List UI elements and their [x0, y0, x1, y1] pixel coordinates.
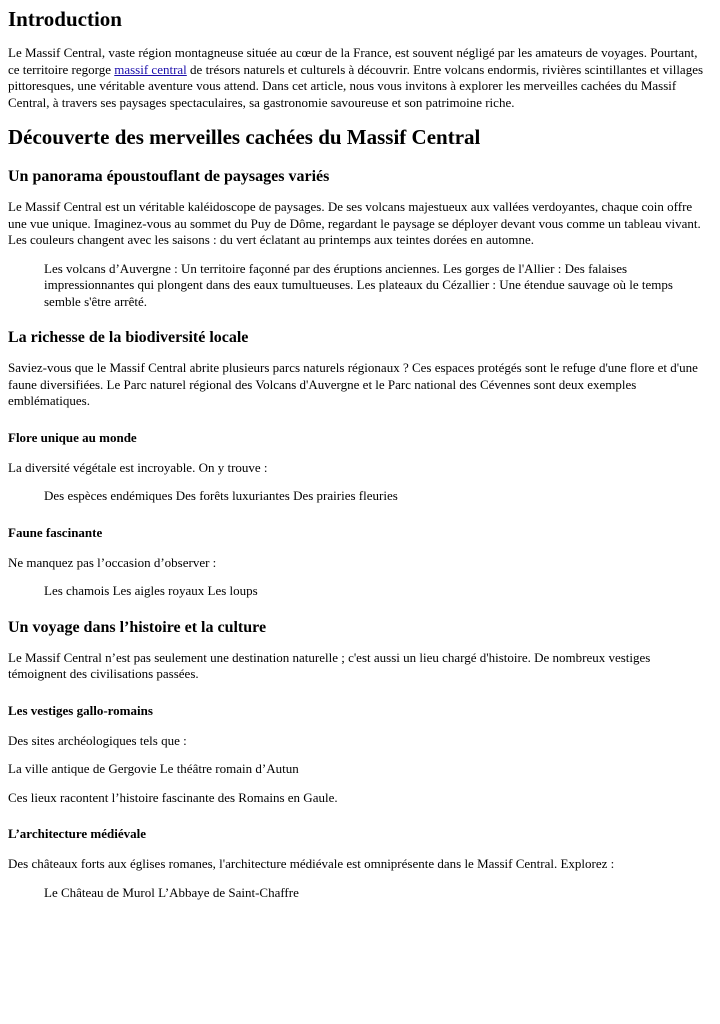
article — [0, 7, 720, 901]
medieval-quote: Le Château de Murol L’Abbaye de Saint-Chaffre — [44, 884, 299, 900]
gallo-roman-paragraph-3: Ces lieux racontent l’histoire fascinante des Romains en Gaule. — [8, 789, 338, 805]
medieval-heading: L’architecture médiévale — [8, 826, 147, 841]
intro-heading: Introduction — [8, 7, 122, 31]
fauna-quote: Les chamois Les aigles royaux Les loups — [44, 583, 258, 598]
gallo-roman-heading: Les vestiges gallo-romains — [8, 702, 153, 718]
flora-heading: Flore unique au monde — [8, 429, 137, 445]
fauna-heading: Faune fascinante — [8, 524, 103, 540]
intro-text-start: Le Massif Central, vaste région montagneuse située au cœur de la France, est souvent négligé par les amateurs de voyages. Pourtant, ce territoire regorge — [8, 45, 698, 77]
intro-paragraph — [8, 45, 712, 111]
gallo-roman-paragraph-2: La ville antique de Gergovie Le théâtre romain d’Autun — [8, 761, 299, 776]
panorama-quote: Les volcans d’Auvergne : Un territoire façonné par des éruptions anciennes. Les gorges de l'Allier : Des falaises impressionnantes qui plongent dans des eaux tumultueuses. Les plateaux du Cézallier : Une étendue sauvage où le temps semble s'être arrêté. — [44, 260, 673, 309]
history-heading: Un voyage dans l’histoire et la culture — [8, 618, 267, 636]
panorama-heading: Un panorama époustouflant de paysages variés — [8, 168, 330, 185]
biodiversity-paragraph: Saviez-vous que le Massif Central abrite plusieurs parcs naturels régionaux ? Ces espaces protégés sont le refuge d'une flore et d'une faune diversifiées. Le Parc naturel régional des Volcans d'Auvergne et le Parc national des Cévennes sont deux exemples emblématiques. — [8, 360, 698, 408]
flora-quote: Des espèces endémiques Des forêts luxuriantes Des prairies fleuries — [44, 488, 398, 503]
fauna-paragraph: Ne manquez pas l’occasion d’observer : — [8, 554, 217, 570]
history-paragraph: Le Massif Central n’est pas seulement une destination naturelle ; c'est aussi un lieu chargé d'histoire. De nombreux vestiges témoignent des civilisations passées. — [8, 649, 651, 681]
biodiversity-heading: La richesse de la biodiversité locale — [8, 329, 249, 346]
medieval-paragraph: Des châteaux forts aux églises romanes, l'architecture médiévale est omniprésente dans le Massif Central. Explorez : — [8, 856, 615, 871]
intro-text-end: de trésors naturels et culturels à découvrir. Entre volcans endormis, rivières scintillantes et villages pittoresques, une véritable aventure vous attend. Dans cet article, nous vous invitons à explorer les merveilles cachées du Massif Central, à travers ses paysages spectaculaires, sa gastronomie savoureuse et son patrimoine riche. — [8, 61, 704, 110]
main-heading: Découverte des merveilles cachées du Massif Central — [8, 125, 481, 149]
flora-paragraph: La diversité végétale est incroyable. On y trouve : — [8, 459, 268, 475]
massif-central-link[interactable]: massif central — [114, 61, 187, 77]
panorama-paragraph: Le Massif Central est un véritable kaléidoscope de paysages. De ses volcans majestueux aux vallées verdoyantes, chaque coin offre une vue unique. Imaginez-vous au sommet du Puy de Dôme, regardant le paysage se déployer devant vous comme un tableau vivant. Les couleurs changent avec les saisons : du vert éclatant au printemps aux teintes dorées en automne. — [8, 199, 701, 247]
gallo-roman-paragraph-1: Des sites archéologiques tels que : — [8, 732, 187, 748]
